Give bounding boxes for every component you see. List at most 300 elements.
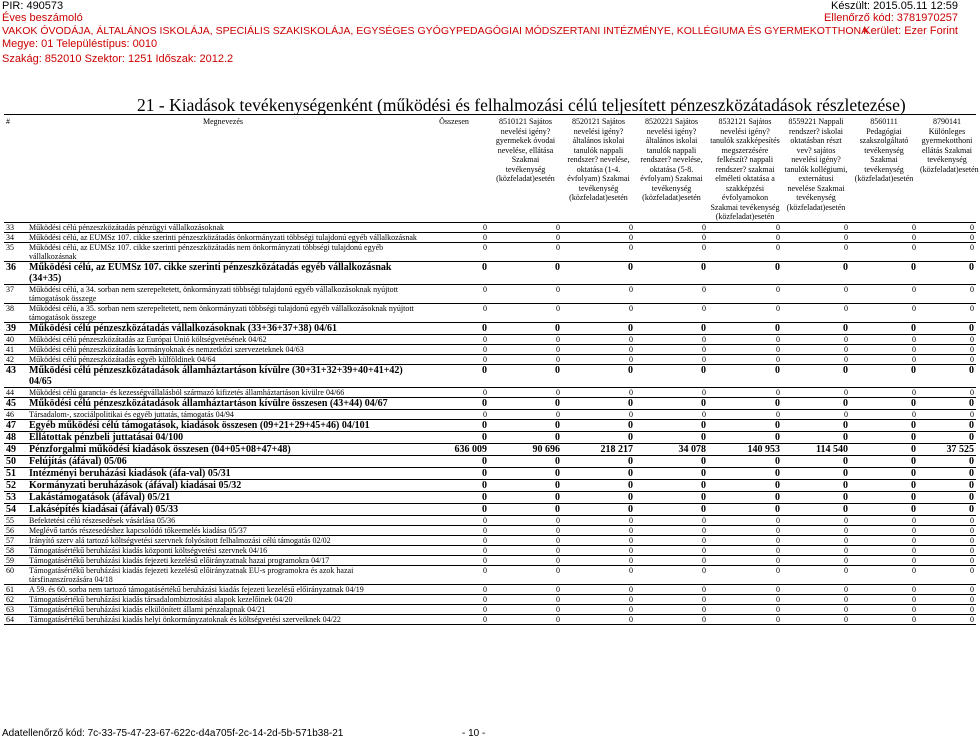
row-value: 0	[489, 535, 562, 545]
row-label: Irányító szerv alá tartozó költségvetési szervnek folyósított felhalmozási célú támogatás 02/02	[27, 535, 419, 545]
row-value: 0	[918, 535, 976, 545]
row-label: Működési célú, a 35. sorban nem szerepeltetett, nem önkormányzati többségi tulajdonú egyéb vállalkozásoknak nyújtott támogatások összege	[27, 303, 419, 322]
row-value: 0	[419, 594, 489, 604]
row-number: 51	[4, 467, 27, 479]
row-label: Működési célú, az EUMSz 107. cikke szerinti pénzeszközátadás egyéb vállalkozásnak (34+35)	[27, 261, 419, 284]
row-value: 218 217	[562, 443, 635, 455]
row-label: Intézményi beruházási kiadások (áfa-val) 05/31	[27, 467, 419, 479]
row-number: 44	[4, 387, 27, 397]
row-value: 0	[562, 525, 635, 535]
row-label: Működési célú pénzeszközátadás vállalkozásoknak (33+36+37+38) 04/61	[27, 322, 419, 334]
row-value: 0	[635, 344, 708, 354]
sector-label: Szakág: 852010 Szektor: 1251 Időszak: 2012.2	[2, 53, 234, 65]
row-label: Működési célú pénzeszközátadások államháztartáson kívülre összesen (43+44) 04/67	[27, 397, 419, 409]
expenditure-table	[4, 114, 979, 625]
row-value: 0	[419, 354, 489, 364]
table-row	[4, 467, 976, 479]
row-value: 0	[918, 545, 976, 555]
row-number: 52	[4, 479, 27, 491]
row-value: 0	[635, 334, 708, 344]
row-number: 33	[4, 222, 27, 232]
row-value: 0	[419, 503, 489, 515]
table-row	[4, 334, 976, 344]
table-row	[4, 515, 976, 525]
row-label: Működési célú, az EUMSz 107. cikke szerinti pénzeszközátadás önkormányzati többségi tulajdonú egyéb vállalkozásnak	[27, 232, 419, 242]
table-row	[4, 364, 976, 387]
table-row	[4, 409, 976, 419]
row-number: 53	[4, 491, 27, 503]
table-row	[4, 397, 976, 409]
row-label: Működési célú, az EUMSz 107. cikke szerinti pénzeszközátadás nem önkormányzati többségi tulajdonú egyéb vállalkozásnak	[27, 242, 419, 261]
row-value: 0	[782, 261, 850, 284]
row-value: 0	[419, 491, 489, 503]
row-value: 140 953	[708, 443, 782, 455]
row-value: 0	[635, 584, 708, 594]
row-label: Ellátottak pénzbeli juttatásai 04/100	[27, 431, 419, 443]
footer-check-code: Adatellenőrző kód: 7c-33-75-47-23-67-622c-d4a705f-2c-14-2d-5b-571b38-21	[2, 728, 344, 739]
row-value: 0	[419, 364, 489, 387]
row-value: 0	[708, 491, 782, 503]
row-value: 0	[918, 284, 976, 303]
row-value: 0	[708, 525, 782, 535]
row-value: 0	[782, 584, 850, 594]
row-value: 0	[562, 455, 635, 467]
row-value: 0	[635, 545, 708, 555]
row-value: 0	[918, 334, 976, 344]
row-value: 0	[850, 334, 918, 344]
row-number: 54	[4, 503, 27, 515]
col-8559221-header: 8559221 Nappali rendszer? iskolai oktatásban részt vev? sajátos nevelési igény? tanulók kollégiumi, externátusi nevelése Szakmai tevékenység (közfeladat)esetén	[782, 115, 850, 223]
table-row	[4, 565, 976, 584]
row-value: 0	[419, 242, 489, 261]
row-value: 0	[850, 604, 918, 614]
row-number: 58	[4, 545, 27, 555]
row-value: 0	[419, 515, 489, 525]
row-value: 0	[850, 467, 918, 479]
row-value: 0	[562, 604, 635, 614]
row-value: 0	[708, 565, 782, 584]
row-value: 0	[635, 303, 708, 322]
row-value: 0	[489, 479, 562, 491]
row-value: 0	[782, 419, 850, 431]
row-value: 0	[708, 503, 782, 515]
row-value: 0	[918, 419, 976, 431]
row-value: 0	[850, 594, 918, 604]
row-value: 0	[782, 565, 850, 584]
table-row	[4, 322, 976, 334]
row-value: 0	[782, 491, 850, 503]
table-row	[4, 443, 976, 455]
row-value: 0	[850, 584, 918, 594]
row-value: 0	[562, 344, 635, 354]
row-value: 0	[562, 322, 635, 334]
row-value: 0	[782, 344, 850, 354]
row-value: 0	[782, 479, 850, 491]
table-row	[4, 584, 976, 594]
row-number: 45	[4, 397, 27, 409]
row-number: 50	[4, 455, 27, 467]
row-value: 0	[635, 284, 708, 303]
row-value: 0	[635, 232, 708, 242]
row-value: 0	[419, 525, 489, 535]
row-value: 0	[419, 614, 489, 624]
row-value: 0	[850, 431, 918, 443]
row-value: 0	[918, 604, 976, 614]
row-value: 0	[489, 467, 562, 479]
row-value: 0	[562, 242, 635, 261]
row-number: 59	[4, 555, 27, 565]
table-row	[4, 431, 976, 443]
row-value: 0	[562, 431, 635, 443]
row-value: 0	[918, 491, 976, 503]
row-value: 0	[850, 503, 918, 515]
row-label: Működési célú pénzeszközátadás kormányoknak és nemzetközi szervezeteknek 04/63	[27, 344, 419, 354]
row-value: 0	[708, 604, 782, 614]
row-value: 0	[489, 419, 562, 431]
row-value: 0	[782, 409, 850, 419]
row-value: 0	[708, 584, 782, 594]
row-value: 0	[562, 364, 635, 387]
row-value: 0	[850, 419, 918, 431]
row-value: 0	[918, 397, 976, 409]
row-value: 0	[782, 594, 850, 604]
row-value: 0	[850, 397, 918, 409]
row-value: 0	[489, 614, 562, 624]
row-number: 48	[4, 431, 27, 443]
row-value: 0	[419, 431, 489, 443]
row-label: Támogatásértékű beruházási kiadás központi költségvetési szervnek 04/16	[27, 545, 419, 555]
row-value: 0	[489, 545, 562, 555]
row-value: 0	[918, 584, 976, 594]
row-value: 0	[850, 443, 918, 455]
row-value: 0	[635, 491, 708, 503]
row-number: 35	[4, 242, 27, 261]
row-value: 0	[489, 303, 562, 322]
row-value: 0	[782, 545, 850, 555]
row-label: Befektetési célú részesedések vásárlása 05/36	[27, 515, 419, 525]
row-value: 0	[918, 525, 976, 535]
row-value: 0	[562, 334, 635, 344]
row-number: 43	[4, 364, 27, 387]
row-value: 0	[708, 535, 782, 545]
row-value: 0	[850, 525, 918, 535]
row-value: 34 078	[635, 443, 708, 455]
row-value: 0	[708, 261, 782, 284]
row-number: 63	[4, 604, 27, 614]
row-value: 0	[489, 242, 562, 261]
table-row	[4, 387, 976, 397]
table-row	[4, 242, 976, 261]
row-number: 60	[4, 565, 27, 584]
row-label: Meglévő tartós részesedéshez kapcsolódó tőkeemelés kiadása 05/37	[27, 525, 419, 535]
row-value: 0	[918, 242, 976, 261]
row-value: 0	[782, 387, 850, 397]
row-value: 0	[635, 409, 708, 419]
row-value: 0	[635, 503, 708, 515]
row-value: 0	[419, 232, 489, 242]
row-value: 0	[489, 364, 562, 387]
row-number: 38	[4, 303, 27, 322]
row-value: 0	[562, 303, 635, 322]
row-value: 0	[918, 455, 976, 467]
row-value: 0	[782, 467, 850, 479]
row-value: 0	[419, 397, 489, 409]
row-number: 62	[4, 594, 27, 604]
row-value: 0	[708, 545, 782, 555]
row-number: 42	[4, 354, 27, 364]
row-label: Lakásépítés kiadásai (áfával) 05/33	[27, 503, 419, 515]
row-value: 0	[635, 535, 708, 545]
row-value: 0	[850, 455, 918, 467]
row-value: 0	[419, 344, 489, 354]
row-value: 0	[708, 467, 782, 479]
table-row	[4, 354, 976, 364]
row-value: 0	[419, 334, 489, 344]
row-value: 0	[635, 242, 708, 261]
row-label: Működési célú garancia- és kezességvállalásból származó kifizetés államháztartáson kívülre 04/66	[27, 387, 419, 397]
row-value: 0	[918, 409, 976, 419]
col-8560111-header: 8560111 Pedagógiai szakszolgáltató tevékenység Szakmai tevékenység (közfeladat)esetén	[850, 115, 918, 223]
row-value: 0	[489, 565, 562, 584]
row-value: 0	[419, 455, 489, 467]
row-number: 64	[4, 614, 27, 624]
row-value: 0	[489, 455, 562, 467]
row-value: 0	[918, 614, 976, 624]
row-value: 0	[635, 322, 708, 334]
row-value: 0	[562, 565, 635, 584]
row-value: 0	[562, 284, 635, 303]
row-value: 0	[635, 455, 708, 467]
row-value: 0	[489, 284, 562, 303]
row-number: 47	[4, 419, 27, 431]
row-value: 0	[918, 431, 976, 443]
col-total-header: Összesen	[419, 115, 489, 223]
row-value: 0	[918, 515, 976, 525]
row-value: 0	[782, 222, 850, 232]
table-body	[4, 222, 976, 624]
row-value: 0	[708, 284, 782, 303]
row-value: 0	[708, 303, 782, 322]
row-value: 0	[782, 284, 850, 303]
row-value: 0	[850, 387, 918, 397]
table-row	[4, 303, 976, 322]
row-value: 0	[635, 387, 708, 397]
table-header-row	[4, 115, 976, 223]
table-row	[4, 222, 976, 232]
row-value: 0	[918, 222, 976, 232]
row-value: 0	[562, 503, 635, 515]
row-value: 0	[562, 222, 635, 232]
row-value: 0	[562, 354, 635, 364]
row-value: 0	[562, 467, 635, 479]
row-value: 0	[635, 479, 708, 491]
row-value: 0	[850, 491, 918, 503]
row-value: 0	[850, 364, 918, 387]
row-value: 0	[635, 261, 708, 284]
row-value: 0	[850, 354, 918, 364]
row-value: 0	[850, 261, 918, 284]
row-value: 636 009	[419, 443, 489, 455]
row-value: 0	[918, 565, 976, 584]
pir-label: PIR: 490573	[2, 0, 64, 12]
row-value: 0	[562, 397, 635, 409]
row-label: Támogatásértékű beruházási kiadás fejezeti kezelésű előirányzatnak EU-s programokra és azok hazai társfinanszírozására 04/18	[27, 565, 419, 584]
table-row	[4, 614, 976, 624]
row-value: 0	[562, 419, 635, 431]
check-code: Ellenőrző kód: 3781970257	[824, 12, 958, 24]
row-value: 0	[918, 344, 976, 354]
table-row	[4, 479, 976, 491]
row-value: 0	[918, 479, 976, 491]
row-value: 0	[708, 594, 782, 604]
row-label: Társadalom-, szociálpolitikai és egyéb juttatás, támogatás 04/94	[27, 409, 419, 419]
row-label: Támogatásértékű beruházási kiadás fejezeti kezelésű előirányzatnak hazai programokra 04/17	[27, 555, 419, 565]
row-label: Egyéb működési célú támogatások, kiadások összesen (09+21+29+45+46) 04/101	[27, 419, 419, 431]
row-label: Támogatásértékű beruházási kiadás elkülönített állami pénzalapnak 04/21	[27, 604, 419, 614]
row-value: 0	[850, 232, 918, 242]
row-label: Működési célú pénzeszközátadások államháztartáson kívülre (30+31+32+39+40+41+42) 04/65	[27, 364, 419, 387]
row-value: 0	[918, 261, 976, 284]
row-value: 90 696	[489, 443, 562, 455]
row-value: 0	[850, 565, 918, 584]
row-value: 0	[562, 261, 635, 284]
row-label: Működési célú pénzeszközátadás egyéb külföldinek 04/64	[27, 354, 419, 364]
row-value: 0	[708, 232, 782, 242]
row-value: 0	[918, 354, 976, 364]
table-row	[4, 503, 976, 515]
table-row	[4, 261, 976, 284]
row-value: 0	[782, 431, 850, 443]
row-label: A 59. és 60. sorba nem tartozó támogatásértékű beruházási kiadás fejezeti kezelésű előirányzatnak 04/19	[27, 584, 419, 594]
row-value: 0	[489, 594, 562, 604]
row-number: 46	[4, 409, 27, 419]
row-value: 0	[782, 232, 850, 242]
row-value: 0	[489, 387, 562, 397]
row-value: 0	[850, 409, 918, 419]
table-row	[4, 344, 976, 354]
table-row	[4, 455, 976, 467]
row-value: 0	[850, 479, 918, 491]
row-value: 0	[419, 565, 489, 584]
row-value: 0	[708, 614, 782, 624]
row-label: Pénzforgalmi működési kiadások összesen (04+05+08+47+48)	[27, 443, 419, 455]
col-name-header: Megnevezés	[27, 115, 419, 223]
row-value: 0	[918, 364, 976, 387]
row-value: 0	[635, 525, 708, 535]
row-label: Működési célú, a 34. sorban nem szerepeltetett, önkormányzati többségi tulajdonú egyéb vállalkozásoknak nyújtott támogatások összege	[27, 284, 419, 303]
row-value: 0	[562, 479, 635, 491]
row-number: 61	[4, 584, 27, 594]
row-value: 0	[562, 387, 635, 397]
row-label: Támogatásértékű beruházási kiadás társadalombiztosítási alapok kezelőinek 04/20	[27, 594, 419, 604]
row-value: 0	[419, 222, 489, 232]
row-value: 0	[918, 594, 976, 604]
row-value: 0	[782, 515, 850, 525]
row-value: 0	[635, 565, 708, 584]
row-value: 0	[708, 222, 782, 232]
row-value: 0	[489, 344, 562, 354]
row-value: 0	[419, 545, 489, 555]
table-row	[4, 555, 976, 565]
row-value: 0	[635, 431, 708, 443]
row-label: Működési célú pénzeszközátadás az Európai Unió költségvetésének 04/62	[27, 334, 419, 344]
row-value: 0	[708, 387, 782, 397]
row-value: 0	[782, 525, 850, 535]
col-8520221-header: 8520221 Sajátos nevelési igény? általános iskolai tanulók nappali rendszer? nevelése, oktatása (5-8. évfolyam) Szakmai tevékenység (közfeladat)esetén	[635, 115, 708, 223]
table-row	[4, 491, 976, 503]
row-number: 41	[4, 344, 27, 354]
generated-label: Készült: 2015.05.11 12:59	[830, 0, 958, 12]
row-value: 0	[708, 409, 782, 419]
row-value: 0	[708, 322, 782, 334]
row-value: 0	[918, 503, 976, 515]
row-value: 0	[850, 344, 918, 354]
row-value: 0	[419, 322, 489, 334]
row-number: 37	[4, 284, 27, 303]
row-value: 0	[489, 397, 562, 409]
row-value: 0	[918, 387, 976, 397]
row-value: 0	[708, 397, 782, 409]
row-value: 0	[782, 334, 850, 344]
row-value: 0	[489, 555, 562, 565]
table-row	[4, 545, 976, 555]
row-value: 37 525	[918, 443, 976, 455]
page-number: - 10 -	[462, 728, 486, 739]
row-value: 0	[708, 242, 782, 261]
row-label: Felújítás (áfával) 05/06	[27, 455, 419, 467]
row-value: 0	[782, 354, 850, 364]
row-value: 0	[419, 284, 489, 303]
row-value: 0	[419, 419, 489, 431]
table-row	[4, 232, 976, 242]
row-value: 0	[918, 555, 976, 565]
report-name: Éves beszámoló	[2, 12, 83, 24]
row-value: 0	[489, 222, 562, 232]
row-value: 0	[918, 467, 976, 479]
row-value: 0	[850, 303, 918, 322]
table-title: 21 - Kiadások tevékenységenként (működési és felhalmozási célú teljesített pénzeszközátadások részletezése)	[137, 95, 906, 115]
district-label: Kerület: Ezer Forint	[863, 25, 958, 37]
row-value: 0	[635, 555, 708, 565]
row-value: 0	[562, 545, 635, 555]
row-value: 0	[708, 515, 782, 525]
row-value: 0	[918, 232, 976, 242]
row-value: 0	[850, 242, 918, 261]
row-number: 39	[4, 322, 27, 334]
row-value: 0	[918, 322, 976, 334]
county-label: Megye: 01 Településtípus: 0010	[2, 38, 158, 50]
table-row	[4, 535, 976, 545]
row-label: Működési célú pénzeszközátadás pénzügyi vállalkozásoknak	[27, 222, 419, 232]
row-label: Lakástámogatások (áfával) 05/21	[27, 491, 419, 503]
row-number: 56	[4, 525, 27, 535]
row-value: 0	[489, 409, 562, 419]
row-value: 0	[708, 431, 782, 443]
row-value: 0	[635, 614, 708, 624]
row-value: 0	[850, 535, 918, 545]
table-row	[4, 525, 976, 535]
col-8532121-header: 8532121 Sajátos nevelési igény? tanulók szakképesítés megszerzésére felkészít? nappali rendszer? szakmai elméleti oktatása a szakképzési évfolyamokon Szakmai tevékenység (közfeladat)esetén	[708, 115, 782, 223]
row-value: 0	[489, 584, 562, 594]
table-row	[4, 604, 976, 614]
row-value: 0	[782, 555, 850, 565]
row-value: 0	[635, 604, 708, 614]
row-number: 40	[4, 334, 27, 344]
row-value: 0	[708, 479, 782, 491]
col-num-header: #	[4, 115, 27, 223]
row-value: 0	[708, 334, 782, 344]
row-value: 0	[782, 604, 850, 614]
